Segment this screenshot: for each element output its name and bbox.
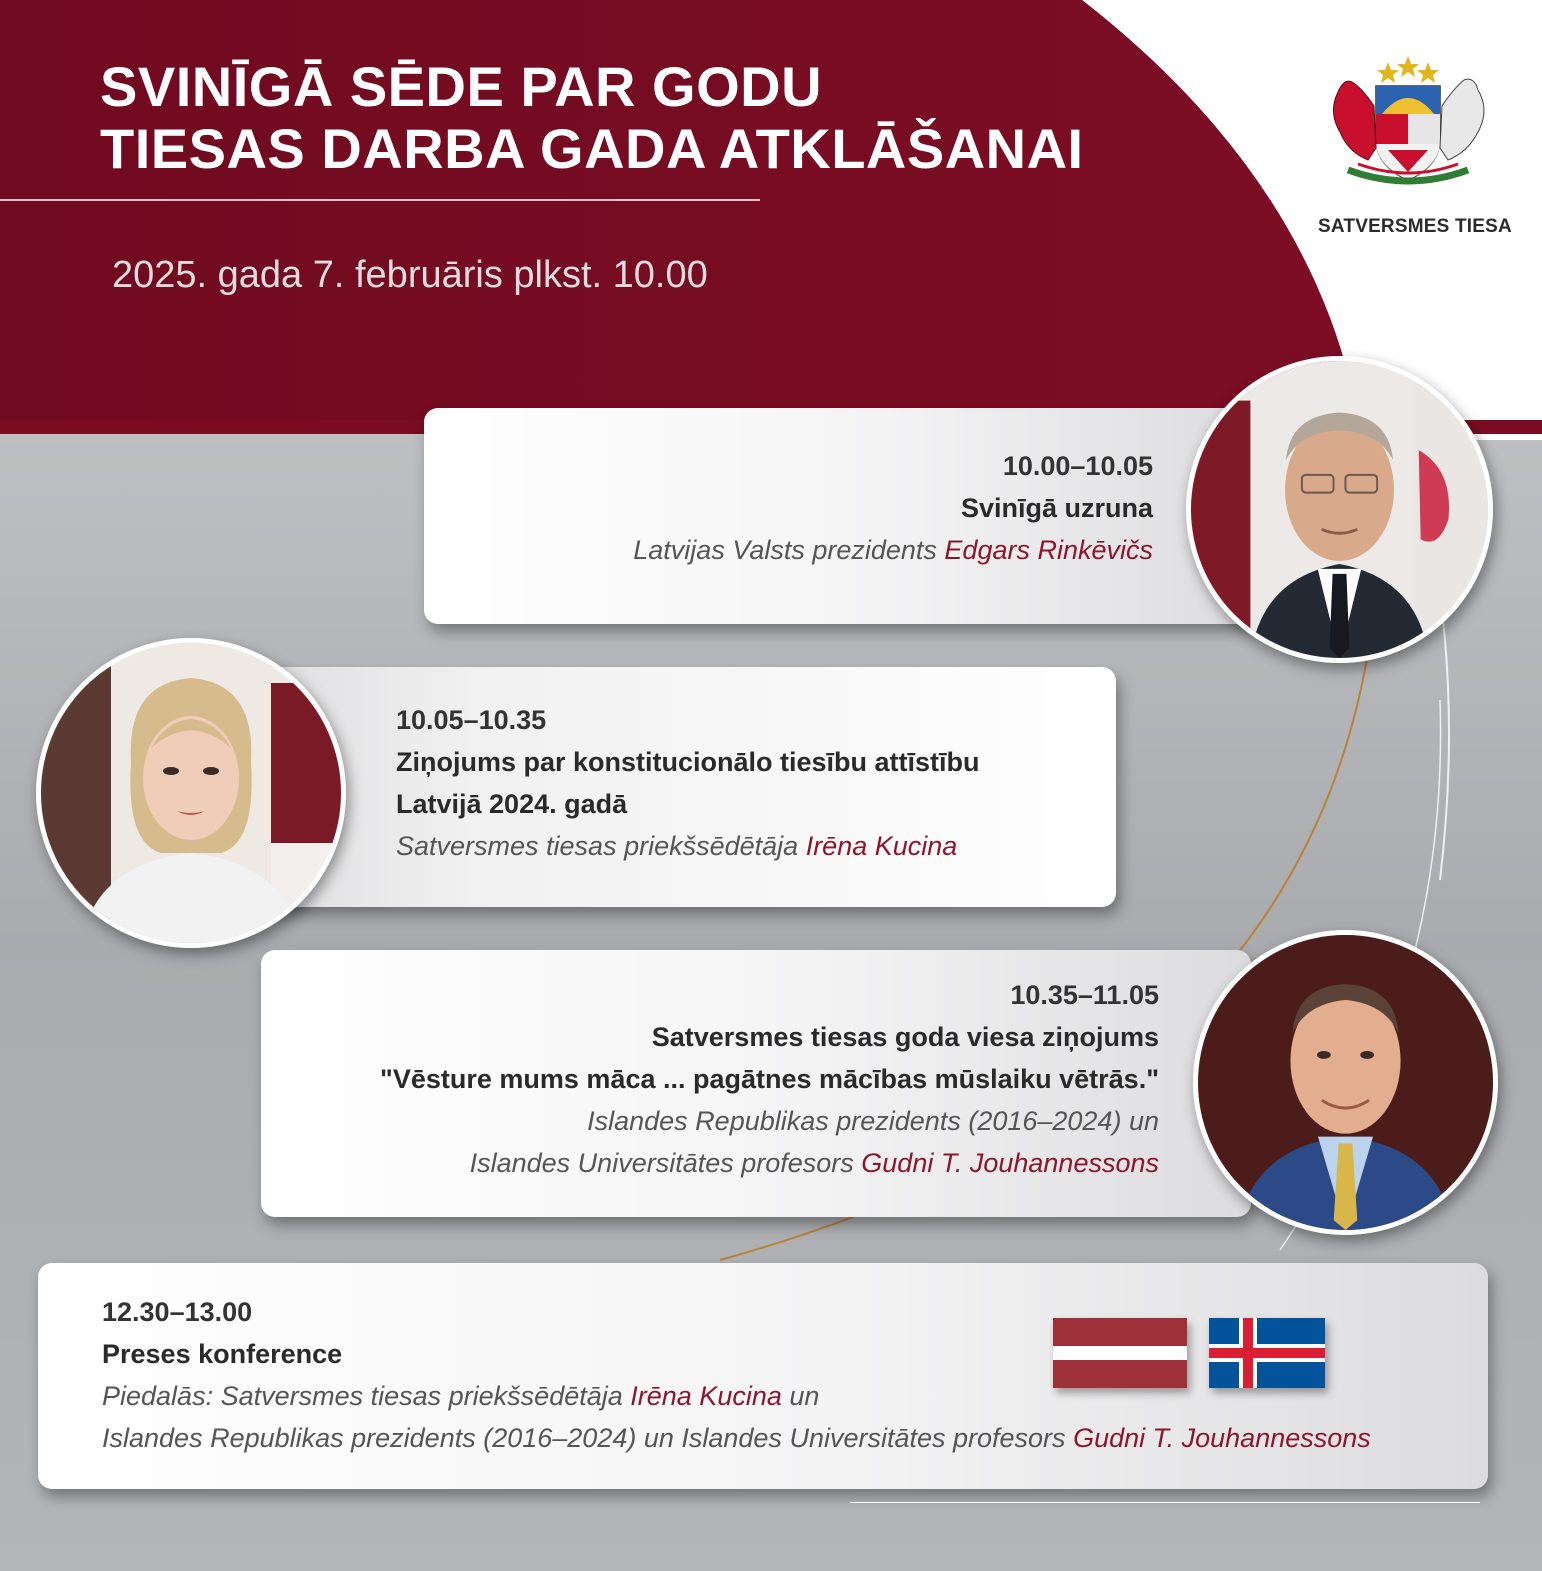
participants-prefix: Piedalās: Satversmes tiesas priekšsēdētāja (102, 1381, 631, 1411)
portrait-image (1198, 935, 1493, 1230)
agenda-time: 10.00–10.05 (1002, 451, 1153, 481)
speaker-name: Edgars Rinkēvičs (944, 535, 1153, 565)
agenda-speaker-line (633, 529, 1153, 571)
portrait-image (41, 643, 341, 943)
agenda-card-3 (261, 950, 1251, 1217)
participants-prefix: Islandes Republikas prezidents (2016–2024) un Islandes Universitātes profesors (102, 1423, 1074, 1453)
speaker-role-line-1: Islandes Republikas prezidents (2016–2024) un (587, 1106, 1159, 1136)
agenda-title: Preses konference (102, 1339, 343, 1369)
page-title (100, 56, 1084, 180)
speaker-photo-rinkevics (1186, 356, 1493, 663)
agenda-time: 10.35–11.05 (1010, 980, 1159, 1010)
participants-suffix: un (781, 1381, 820, 1411)
agenda-time: 12.30–13.00 (102, 1297, 253, 1327)
event-date: 2025. gada 7. februāris plkst. 10.00 (112, 254, 708, 296)
speaker-role: Islandes Universitātes profesors (469, 1148, 862, 1178)
bottom-divider (850, 1502, 1480, 1503)
speaker-photo-kucina (36, 638, 346, 948)
speaker-photo-jouhannessons (1193, 930, 1498, 1235)
portrait-image (1191, 361, 1488, 658)
agenda-title: Svinīgā uzruna (960, 493, 1153, 523)
speaker-name: Gudni T. Jouhannessons (861, 1148, 1159, 1178)
speaker-name: Irēna Kucina (630, 1381, 782, 1411)
agenda-time: 10.05–10.35 (396, 705, 547, 735)
latvia-flag-icon (1053, 1318, 1187, 1388)
iceland-flag-icon (1209, 1318, 1325, 1388)
agenda-speaker-line (396, 825, 980, 867)
agenda-speaker-line (380, 1142, 1159, 1184)
agenda-title-line-1: Ziņojums par konstitucionālo tiesību attīstību (396, 747, 980, 777)
latvia-coat-of-arms-icon (1318, 52, 1498, 192)
speaker-role: Latvijas Valsts prezidents (633, 535, 945, 565)
title-line-2: TIESAS DARBA GADA ATKLĀŠANAI (100, 117, 1084, 180)
agenda-title-line-2: Latvijā 2024. gadā (396, 789, 628, 819)
agenda-title-line-1: Satversmes tiesas goda viesa ziņojums (651, 1022, 1159, 1052)
speaker-name: Gudni T. Jouhannessons (1073, 1423, 1371, 1453)
participants-line-2 (102, 1417, 1371, 1459)
title-line-1: SVINĪGĀ SĒDE PAR GODU (100, 55, 823, 118)
speaker-role: Satversmes tiesas priekšsēdētāja (396, 831, 806, 861)
agenda-card-1 (424, 408, 1256, 624)
speaker-name: Irēna Kucina (805, 831, 958, 861)
organization-name: SATVERSMES TIESA (1318, 216, 1512, 237)
agenda-title-line-2: "Vēsture mums māca ... pagātnes mācības mūslaiku vētrās." (380, 1064, 1159, 1094)
title-divider (0, 199, 760, 201)
